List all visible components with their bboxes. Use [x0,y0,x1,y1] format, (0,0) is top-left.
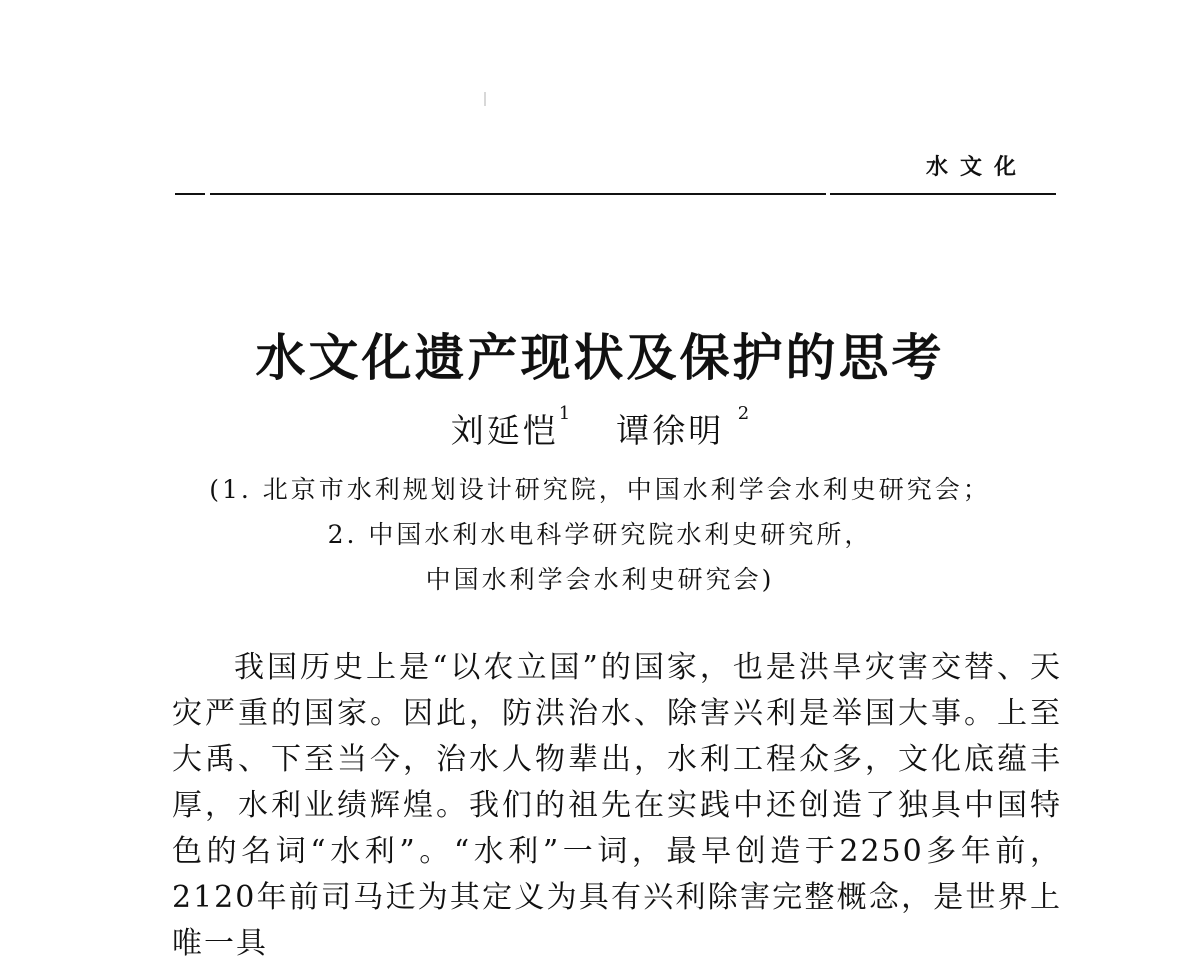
author-affiliation-mark: 1 [558,403,571,424]
section-label: 水文化 [925,154,1028,180]
author-name: 刘延恺 [450,411,559,450]
author-name: 谭徐明 [616,411,725,450]
header-rule-middle [210,193,826,195]
scan-speck [484,92,486,106]
author-line [0,405,1200,452]
affiliation-line-3: 中国水利学会水利史研究会) [425,565,775,594]
header-rule-right [830,193,1056,195]
article-body [172,645,1062,967]
affiliation-line-1: (1. 北京市水利规划设计研究院，中国水利学会水利史研究会； [209,475,991,504]
article-title: 水文化遗产现状及保护的思考 [255,328,945,387]
body-paragraph: 我国历史上是“以农立国”的国家，也是洪旱灾害交替、天灾严重的国家。因此，防洪治水、除害兴利是举国大事。上至大禹、下至当今，治水人物辈出，水利工程众多，文化底蕴丰厚，水利业绩辉煌。我们的祖先在实践中还创造了独具中国特色的名词“水利”。“水利”一词，最早创造于2250多年前，2120年前司马迁为其定义为具有兴利除害完整概念，是世界上唯一具 [172,650,1062,961]
header-rule-left [175,193,205,195]
author-affiliation-mark: 2 [737,403,750,424]
affiliation-line-2: 2. 中国水利水电科学研究院水利史研究所， [327,520,873,549]
